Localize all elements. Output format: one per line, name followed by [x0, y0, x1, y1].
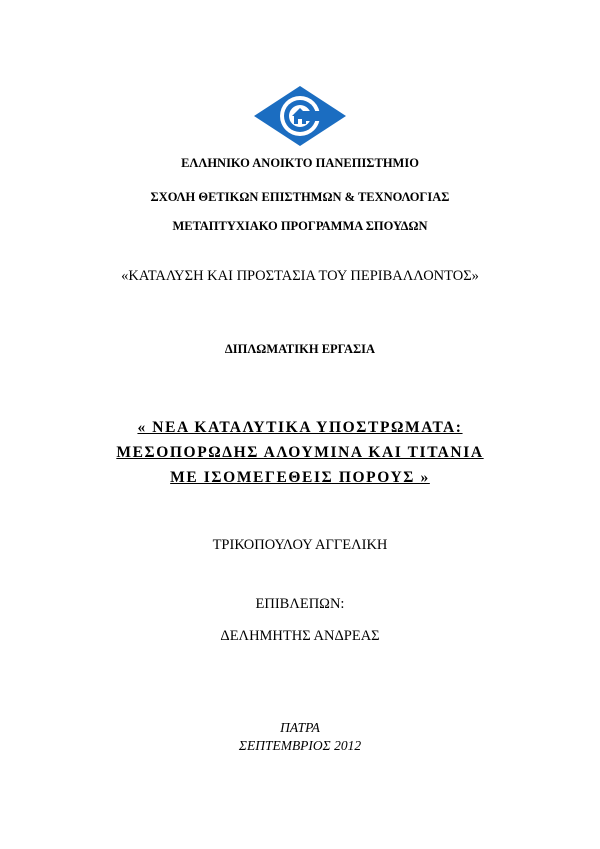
document-type: ΔΙΠΛΩΜΑΤΙΚΗ ΕΡΓΑΣΙΑ — [224, 342, 376, 356]
thesis-title-line-2: ΜΕΣΟΠΟΡΩΔΗΣ ΑΛΟΥΜΙΝΑ ΚΑΙ ΤΙΤΑΝΙΑ — [116, 444, 484, 461]
date: ΣΕΠΤΕΜΒΡΙΟΣ 2012 — [238, 738, 362, 753]
author-name: ΤΡΙΚΟΠΟΥΛΟΥ ΑΓΓΕΛΙΚΗ — [212, 537, 388, 553]
supervisor-name: ΔΕΛΗΜΗΤΗΣ ΑΝΔΡΕΑΣ — [220, 628, 380, 644]
school-name: ΣΧΟΛΗ ΘΕΤΙΚΩΝ ΕΠΙΣΤΗΜΩΝ & ΤΕΧΝΟΛΟΓΙΑΣ — [150, 190, 450, 204]
program-name: «ΚΑΤΑΛΥΣΗ ΚΑΙ ΠΡΟΣΤΑΣΙΑ ΤΟΥ ΠΕΡΙΒΑΛΛΟΝΤΟΣ» — [121, 268, 479, 284]
institution-name: ΕΛΛΗΝΙΚΟ ΑΝΟΙΚΤΟ ΠΑΝΕΠΙΣΤΗΜΙΟ — [181, 156, 419, 170]
place: ΠΑΤΡΑ — [280, 720, 320, 735]
thesis-title-line-1: « ΝΕΑ ΚΑΤΑΛΥΤΙΚΑ ΥΠΟΣΤΡΩΜΑΤΑ: — [137, 419, 463, 436]
supervisor-label: ΕΠΙΒΛΕΠΩΝ: — [255, 596, 345, 612]
thesis-title-line-3: ΜΕ ΙΣΟΜΕΓΕΘΕΙΣ ΠΟΡΟΥΣ » — [170, 469, 430, 486]
university-logo-icon — [252, 84, 348, 148]
program-type: ΜΕΤΑΠΤΥΧΙΑΚΟ ΠΡΟΓΡΑΜΜΑ ΣΠΟΥΔΩΝ — [172, 219, 428, 233]
